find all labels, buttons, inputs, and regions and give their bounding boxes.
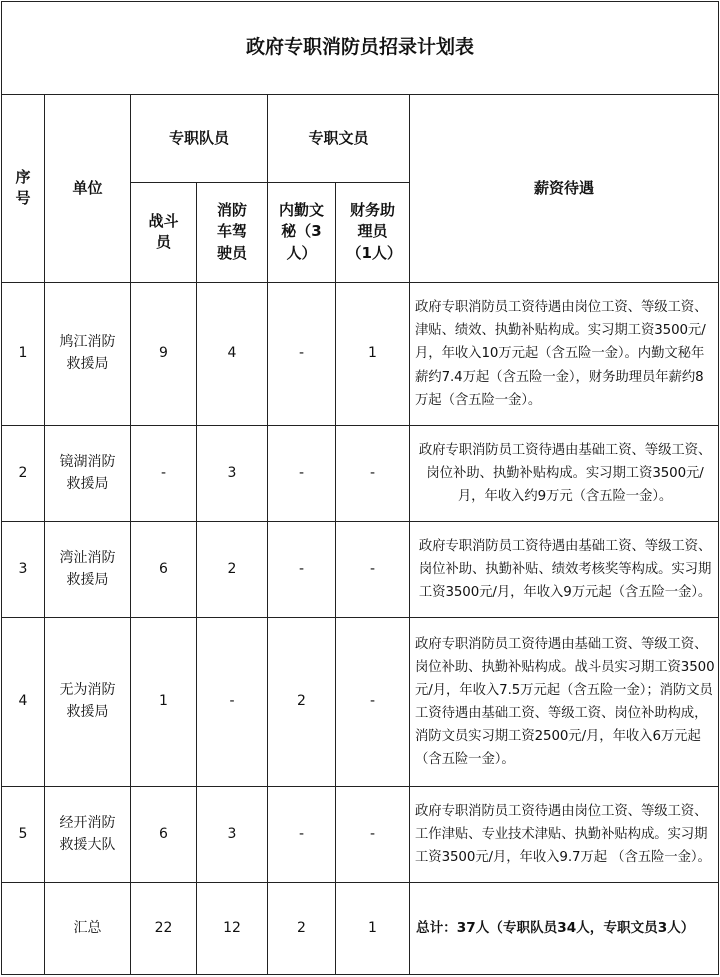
header-firefighters-group: 专职队员 [131,95,268,183]
table-row-1 [2,283,719,426]
header-civilian-group: 专职文员 [268,95,410,183]
row-salary: 政府专职消防员工资待遇由岗位工资、等级工资、津贴、绩效、执勤补贴构成。实习期工资3500元/月，年收入10万元起（含五险一金）。内勤文秘年薪约7.4万起（含五险一金），财务助理员年薪约8万起（含五险一金）。 [410,283,719,426]
row-finance: - [336,787,410,883]
row-seq: 2 [2,426,45,522]
row-finance: - [336,426,410,522]
header-unit: 单位 [45,95,131,283]
row-finance: - [336,522,410,618]
row-unit: 经开消防救援大队 [45,787,131,883]
row-secretary: 2 [268,618,336,787]
row-driver: 2 [197,522,268,618]
row-secretary: - [268,426,336,522]
total-finance: 1 [336,883,410,975]
header-combat: 战斗员 [131,183,197,283]
row-unit: 无为消防救援局 [45,618,131,787]
row-finance: - [336,618,410,787]
row-combat: 1 [131,618,197,787]
row-salary: 政府专职消防员工资待遇由基础工资、等级工资、岗位补助、执勤补贴、绩效考核奖等构成。实习期工资3500元/月，年收入9万元起（含五险一金）。 [410,522,719,618]
row-unit: 湾沚消防救援局 [45,522,131,618]
row-salary: 政府专职消防员工资待遇由岗位工资、等级工资、工作津贴、专业技术津贴、执勤补贴构成。实习期工资3500元/月，年收入9.7万起 （含五险一金）。 [410,787,719,883]
total-seq [2,883,45,975]
row-salary: 政府专职消防员工资待遇由基础工资、等级工资、岗位补助、执勤补贴构成。战斗员实习期工资3500元/月，年收入7.5万元起（含五险一金）；消防文员工资待遇由基础工资、等级工资、岗位补助构成，消防文员实习期工资2500元/月，年收入6万元起（含五险一金）。 [410,618,719,787]
total-row [2,883,719,975]
total-secretary: 2 [268,883,336,975]
table-row-2 [2,426,719,522]
row-seq: 3 [2,522,45,618]
row-driver: 4 [197,283,268,426]
table-row-5 [2,787,719,883]
title-row [2,2,719,95]
row-seq: 1 [2,283,45,426]
row-driver: - [197,618,268,787]
table-title: 政府专职消防员招录计划表 [2,2,719,95]
row-seq: 4 [2,618,45,787]
row-salary: 政府专职消防员工资待遇由基础工资、等级工资、岗位补助、执勤补贴构成。实习期工资3500元/月，年收入约9万元（含五险一金）。 [410,426,719,522]
total-driver: 12 [197,883,268,975]
row-combat: - [131,426,197,522]
total-summary: 总计：37人（专职队员34人，专职文员3人） [410,883,719,975]
row-combat: 9 [131,283,197,426]
total-combat: 22 [131,883,197,975]
header-salary: 薪资待遇 [410,95,719,283]
row-unit: 镜湖消防救援局 [45,426,131,522]
table-row-3 [2,522,719,618]
header-secretary: 内勤文秘（3人） [268,183,336,283]
header-row-1 [2,95,719,183]
row-driver: 3 [197,787,268,883]
recruitment-plan-table [1,1,719,975]
header-driver: 消防车驾驶员 [197,183,268,283]
header-seq: 序号 [2,95,45,283]
row-combat: 6 [131,787,197,883]
table-row-4 [2,618,719,787]
total-label: 汇总 [45,883,131,975]
row-secretary: - [268,283,336,426]
row-finance: 1 [336,283,410,426]
header-finance: 财务助理员（1人） [336,183,410,283]
row-secretary: - [268,522,336,618]
row-driver: 3 [197,426,268,522]
row-secretary: - [268,787,336,883]
row-combat: 6 [131,522,197,618]
row-unit: 鸠江消防救援局 [45,283,131,426]
row-seq: 5 [2,787,45,883]
